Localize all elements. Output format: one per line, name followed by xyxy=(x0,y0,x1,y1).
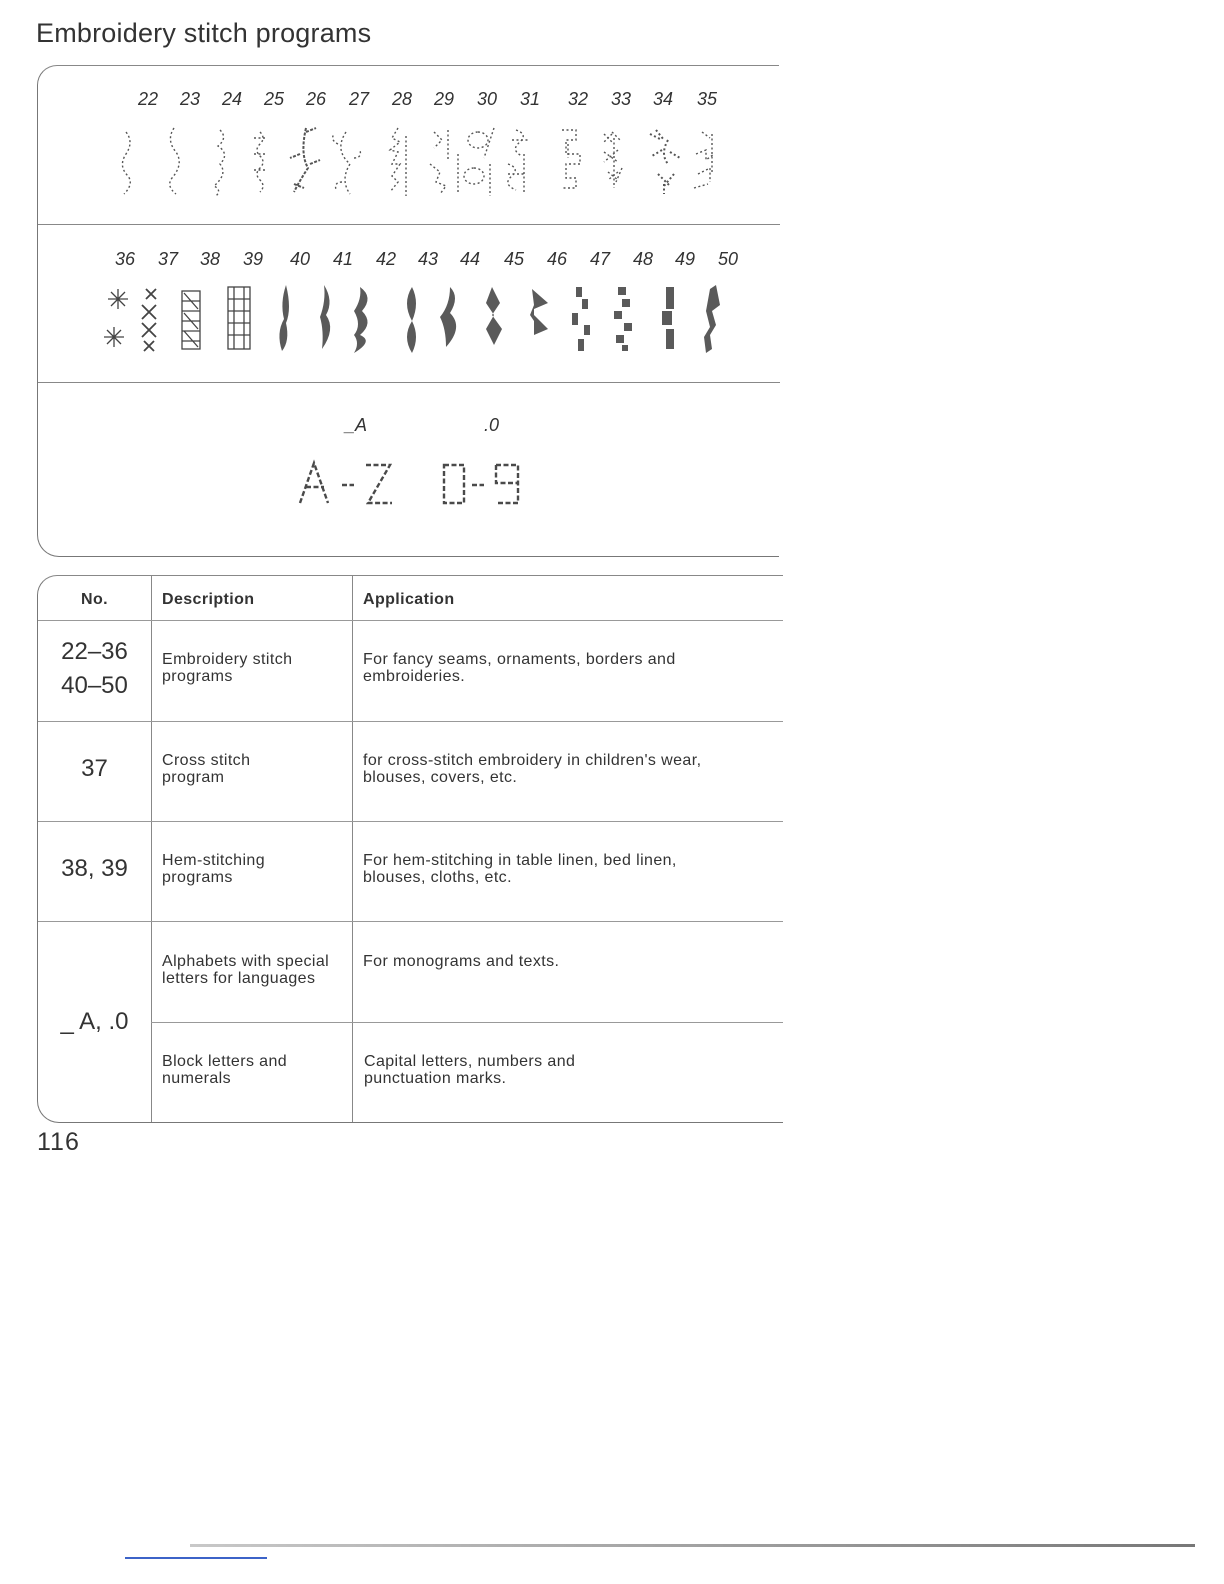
stitch-pattern-44 xyxy=(440,287,456,347)
stitch-number: 30 xyxy=(476,89,498,109)
row-4-application: For monograms and texts. xyxy=(363,953,560,970)
row-divider xyxy=(38,721,783,722)
stitch-pattern-49 xyxy=(662,287,674,349)
stitch-digit-9 xyxy=(496,465,518,503)
stitch-numbers-row-2 xyxy=(38,249,780,271)
row-divider xyxy=(38,620,783,621)
stitch-pattern-25 xyxy=(254,132,266,192)
row-3-application: For hem-stitching in table linen, bed linen, blouses, cloths, etc. xyxy=(363,852,677,886)
stitch-number: 48 xyxy=(632,249,654,269)
stitch-pattern-26 xyxy=(290,128,320,192)
row-1-description: Embroidery stitch programs xyxy=(162,651,293,685)
stitch-number: 40 xyxy=(289,249,311,269)
alphabet-digit-stitch-sample xyxy=(38,441,780,521)
row-2-description: Cross stitch program xyxy=(162,752,251,786)
stitch-pattern-35 xyxy=(694,132,714,188)
stitch-row-2 xyxy=(38,225,780,383)
stitch-pattern-39 xyxy=(228,287,250,349)
stitch-number: 47 xyxy=(589,249,611,269)
stitch-pattern-38 xyxy=(182,291,200,349)
stitch-pattern-32 xyxy=(562,130,580,188)
stitch-numbers-row-1 xyxy=(38,89,780,111)
stitch-number: 44 xyxy=(459,249,481,269)
stitch-number: 24 xyxy=(221,89,243,109)
stitch-pattern-29 xyxy=(430,130,458,194)
row-3-number: 38, 39 xyxy=(61,855,128,882)
row-4-description: Alphabets with special letters for languages xyxy=(162,953,330,987)
header-no: No. xyxy=(81,591,108,608)
stitch-number: 29 xyxy=(433,89,455,109)
row-divider xyxy=(151,1022,783,1023)
stitch-pattern-24 xyxy=(214,130,225,196)
stitch-pattern-34 xyxy=(650,130,680,194)
stitch-number: 28 xyxy=(391,89,413,109)
stitch-pattern-27 xyxy=(333,132,361,194)
stitch-pattern-panel xyxy=(37,65,779,557)
stitch-pattern-50 xyxy=(704,285,720,353)
row-divider xyxy=(38,821,783,822)
row-2-application: for cross-stitch embroidery in children's wear, blouses, covers, etc. xyxy=(363,752,702,786)
stitch-number: 34 xyxy=(652,89,674,109)
page-number: 116 xyxy=(37,1128,80,1156)
stitch-number: 25 xyxy=(263,89,285,109)
stitch-program-table xyxy=(37,575,783,1123)
stitch-row-1 xyxy=(38,66,780,225)
header-application: Application xyxy=(363,591,455,608)
stitch-pattern-28 xyxy=(390,128,406,196)
stitch-number: 35 xyxy=(696,89,718,109)
stitch-pattern-45 xyxy=(486,287,502,345)
column-divider xyxy=(352,576,353,1122)
row-5-application: Capital letters, numbers and punctuation marks. xyxy=(364,1053,576,1087)
stitch-pattern-41 xyxy=(320,285,330,349)
stitch-number: 42 xyxy=(375,249,397,269)
stitch-number: 37 xyxy=(157,249,179,269)
row-4-number: _ A, .0 xyxy=(60,1008,129,1035)
stitch-number: 43 xyxy=(417,249,439,269)
column-divider xyxy=(151,576,152,1122)
stitch-pattern-22 xyxy=(122,132,130,194)
stitch-digit-0 xyxy=(444,465,464,503)
row-5-description: Block letters and numerals xyxy=(162,1053,288,1087)
stitch-pattern-30 xyxy=(464,128,494,196)
stitch-pattern-37 xyxy=(142,289,156,351)
stitch-patterns-row-1 xyxy=(38,124,780,199)
stitch-number: 32 xyxy=(567,89,589,109)
alphabet-row xyxy=(38,383,780,556)
stitch-letter-A xyxy=(300,463,328,503)
digits-program-label: .0 xyxy=(484,415,500,435)
stitch-pattern-47 xyxy=(572,287,590,351)
stitch-patterns-row-2 xyxy=(38,281,780,361)
stitch-letter-Z xyxy=(366,465,392,503)
row-2-number: 37 xyxy=(81,755,108,782)
row-1-application: For fancy seams, ornaments, borders and embroideries. xyxy=(363,651,676,685)
row-divider xyxy=(38,921,783,922)
stitch-number: 22 xyxy=(137,89,159,109)
stitch-number: 23 xyxy=(179,89,201,109)
row-3-description: Hem-stitching programs xyxy=(162,852,266,886)
stitch-pattern-43 xyxy=(407,287,416,353)
alphabet-program-label: _A xyxy=(345,415,368,435)
stitch-number: 49 xyxy=(674,249,696,269)
page-title: Embroidery stitch programs xyxy=(36,18,372,48)
stitch-pattern-40 xyxy=(279,285,289,351)
stitch-pattern-33 xyxy=(604,132,622,188)
stitch-pattern-36 xyxy=(104,289,128,347)
stitch-pattern-23 xyxy=(170,128,179,194)
stitch-pattern-42 xyxy=(354,287,368,353)
stitch-pattern-48 xyxy=(614,287,632,351)
stitch-number: 45 xyxy=(503,249,525,269)
stitch-number: 27 xyxy=(348,89,370,109)
stitch-pattern-31 xyxy=(508,130,528,194)
row-1-number-line-1: 22–36 xyxy=(61,638,128,665)
stitch-number: 41 xyxy=(332,249,354,269)
bottom-scan-edge xyxy=(190,1544,1195,1547)
stitch-number: 36 xyxy=(114,249,136,269)
stitch-number: 26 xyxy=(305,89,327,109)
row-1-number-line-2: 40–50 xyxy=(61,672,128,699)
stitch-number: 38 xyxy=(199,249,221,269)
stitch-number: 33 xyxy=(610,89,632,109)
stitch-number: 50 xyxy=(717,249,739,269)
stitch-number: 39 xyxy=(242,249,264,269)
stitch-pattern-46 xyxy=(530,289,548,335)
header-description: Description xyxy=(162,591,255,608)
stitch-number: 46 xyxy=(546,249,568,269)
bottom-blue-line xyxy=(125,1557,267,1559)
stitch-number: 31 xyxy=(519,89,541,109)
